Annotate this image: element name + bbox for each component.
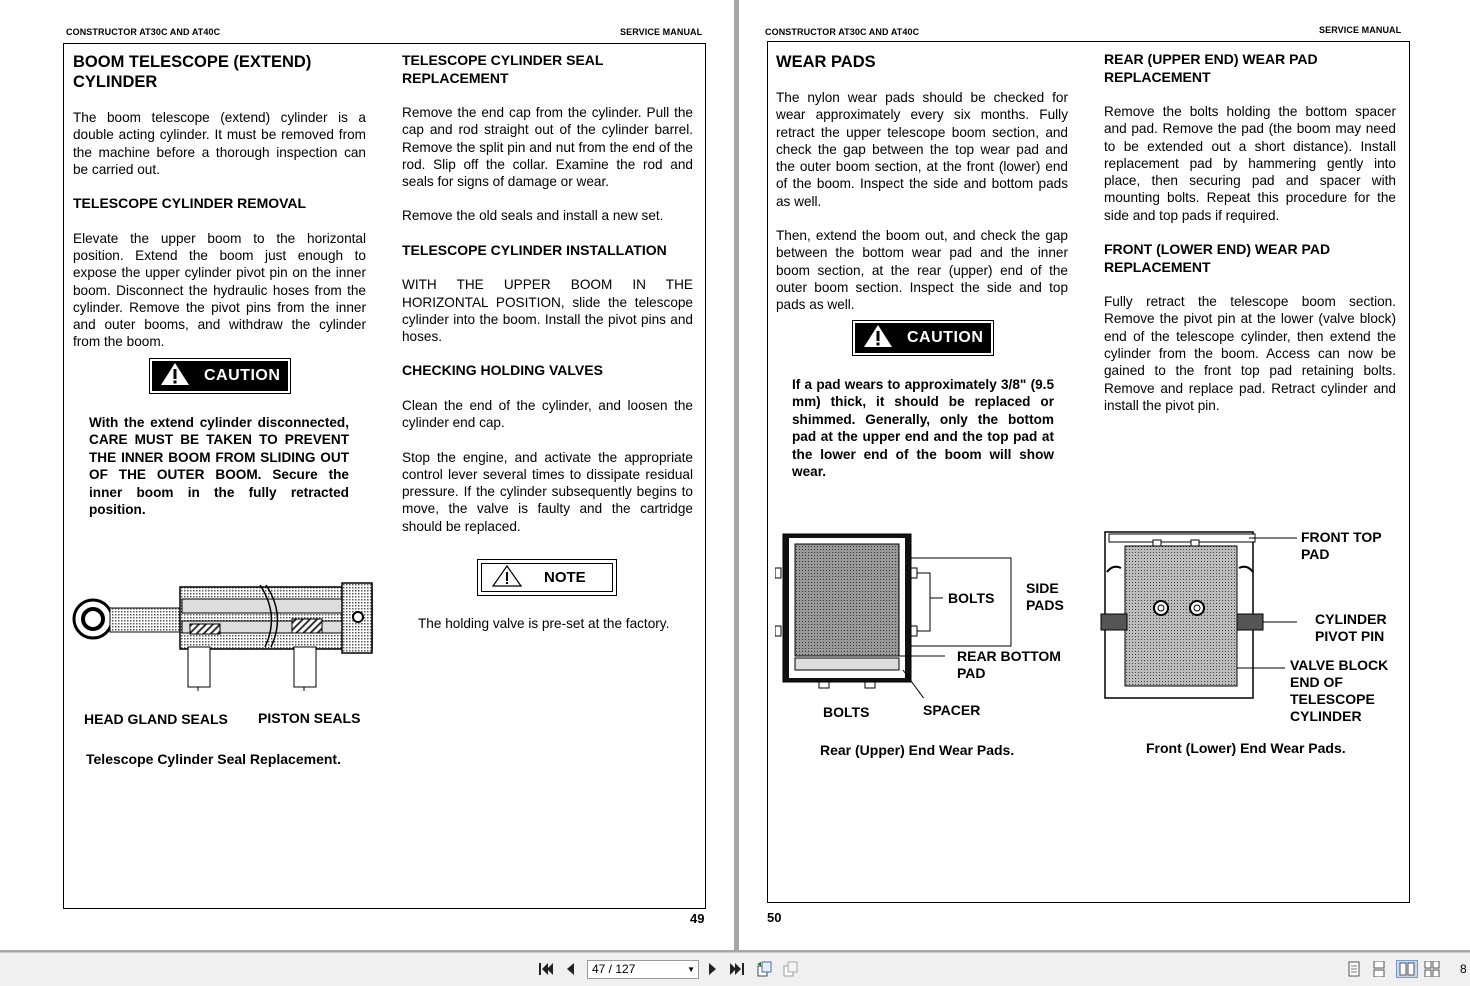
intro-paragraph: The boom telescope (extend) cylinder is a double acting cylinder. It must be removed from the machine before a thorough inspection can be carried out. (73, 110, 366, 177)
go-forward-view-icon (782, 961, 798, 977)
note-text (418, 615, 680, 649)
figure-caption: Telescope Cylinder Seal Replacement. (86, 751, 341, 767)
zoom-level-text[interactable]: 8 (1460, 962, 1467, 976)
last-page-icon (729, 962, 745, 976)
page-number-input[interactable] (587, 960, 699, 979)
caution-text (792, 376, 1054, 497)
label-bolts-bottom: BOLTS (823, 704, 870, 720)
caution-label: CAUTION (204, 367, 281, 384)
rear-paragraph: Remove the bolts holding the bottom spacer and pad. Remove the pad (the boom may need to be extended out a short distance). Install replacement pad by hammering gently into place, then securing pad and spacer with mounting bolts. Repeat this procedure for the side and top pads if required. (1104, 104, 1396, 223)
caution-text (89, 414, 349, 535)
continuous-page-icon (1372, 961, 1386, 977)
right-column (402, 52, 693, 552)
seal-heading: TELESCOPE CYLINDER SEAL REPLACEMENT (402, 52, 604, 86)
last-page-button[interactable] (729, 961, 745, 977)
figure-caption-front: Front (Lower) End Wear Pads. (1146, 740, 1346, 756)
continuous-facing-icon (1424, 961, 1440, 977)
front-heading: FRONT (LOWER END) WEAR PAD REPLACEMENT (1104, 241, 1331, 275)
rotate-button[interactable] (756, 961, 772, 977)
caution-sign (149, 358, 291, 394)
intro-paragraph-2: Then, extend the boom out, and check the gap between the bottom wear pad and the inner boom section, at the rear (upper) end of the outer boom section. Inspect the side and top pads as well. (776, 228, 1068, 313)
first-page-button[interactable] (538, 961, 554, 977)
caution-paragraph: If a pad wears to approximately 3/8" (9.5 mm) thick, it should be replaced or shimmed. Generally, only the bottom pad at the upper end and the top pad at the lower end of the boom will show wear. (792, 377, 1054, 480)
forward-view-button[interactable] (782, 961, 798, 977)
facing-view-button[interactable] (1396, 960, 1418, 978)
warning-triangle-icon (160, 362, 190, 391)
intro-paragraph: The nylon wear pads should be checked for wear approximately every six months. Fully retract the upper telescope boom section, and check the gap between the top wear pad and the outer boom section, at the front (lower) end of the boom. Inspect the side and bottom pads as well. (776, 90, 1068, 209)
caution-paragraph: With the extend cylinder disconnected, CARE MUST BE TAKEN TO PREVENT THE INNER BOOM FROM SLIDING OUT OF THE OUTER BOOM. Secure the inner boom in the fully retracted position. (89, 415, 349, 518)
seal-paragraph-2: Remove the old seals and install a new set. (402, 208, 664, 224)
single-page-icon (1347, 961, 1361, 977)
figure-caption-rear: Rear (Upper) End Wear Pads. (820, 742, 1015, 758)
rear-heading: REAR (UPPER END) WEAR PAD REPLACEMENT (1104, 51, 1318, 85)
page-number: 49 (690, 911, 705, 926)
previous-page-icon (564, 962, 576, 976)
label-head-gland-seals: HEAD GLAND SEALS (84, 711, 228, 727)
valves-paragraph-2: Stop the engine, and activate the appropriate control lever several times to dissipate residual pressure. If the cylinder subsequently begins to move, the valve is faulty and the cartridge should be replaced. (402, 449, 693, 534)
page-49 (0, 0, 734, 950)
section-title: WEAR PADS (776, 53, 876, 71)
warning-triangle-icon (492, 565, 522, 591)
install-heading: TELESCOPE CYLINDER INSTALLATION (402, 241, 667, 258)
left-column (776, 52, 1068, 331)
label-cylinder-pivot-pin: CYLINDER PIVOT PIN (1315, 611, 1387, 644)
go-back-view-icon (756, 961, 772, 977)
label-side-pads: SIDE PADS (1026, 580, 1064, 613)
label-valve-block: VALVE BLOCK END OF TELESCOPE CYLINDER (1290, 657, 1389, 724)
section-title: BOOM TELESCOPE (EXTEND) CYLINDER (73, 53, 312, 91)
warning-triangle-icon (863, 324, 893, 353)
next-page-button[interactable] (705, 961, 721, 977)
page-number: 50 (767, 910, 782, 925)
front-wear-pads-diagram (1099, 528, 1299, 700)
page-indicator-text: 47 / 127 (592, 962, 636, 976)
valves-heading: CHECKING HOLDING VALVES (402, 362, 603, 379)
previous-page-button[interactable] (562, 961, 578, 977)
single-page-view-button[interactable] (1346, 961, 1362, 977)
header-right: SERVICE MANUAL (620, 27, 703, 37)
header-left: CONSTRUCTOR AT30C AND AT40C (66, 27, 221, 37)
right-column (1104, 51, 1396, 431)
note-label: NOTE (544, 569, 586, 586)
caution-sign (852, 320, 994, 356)
dropdown-arrow-icon[interactable]: ▼ (687, 965, 695, 974)
header-left: CONSTRUCTOR AT30C AND AT40C (765, 27, 920, 37)
next-page-icon (707, 962, 719, 976)
front-paragraph: Fully retract the telescope boom section. Remove the pivot pin at the lower (valve block) end of the telescope cylinder, then extend the cylinder from the boom. Access can now be gained to the front top pad retaining bolts. Remove and replace pad. Retract cylinder and install the pivot pin. (1104, 294, 1396, 413)
note-paragraph: The holding valve is pre-set at the factory. (418, 616, 670, 631)
label-rear-bottom-pad: REAR BOTTOM PAD (957, 648, 1061, 681)
label-piston-seals: PISTON SEALS (258, 710, 361, 726)
label-front-top-pad: FRONT TOP PAD (1301, 529, 1382, 562)
note-sign (477, 559, 617, 596)
seal-paragraph: Remove the end cap from the cylinder. Pull the cap and rod straight out of the cylinder barrel. Remove the split pin and nut from the end of the rod. Slip off the collar. Examine the rod and seals for signs of damage or wear. (402, 105, 693, 190)
first-page-icon (538, 962, 554, 976)
navigation-toolbar (0, 952, 1470, 986)
label-spacer: SPACER (923, 702, 981, 718)
page-50 (739, 0, 1470, 950)
header-right: SERVICE MANUAL (1319, 25, 1402, 35)
left-column (73, 52, 366, 368)
facing-pages-icon (1399, 962, 1415, 976)
continuous-view-button[interactable] (1371, 961, 1387, 977)
removal-heading: TELESCOPE CYLINDER REMOVAL (73, 195, 307, 212)
install-paragraph: WITH THE UPPER BOOM IN THE HORIZONTAL POSITION, slide the telescope cylinder into the boom. Install the pivot pins and hoses. (402, 277, 693, 345)
continuous-facing-view-button[interactable] (1424, 961, 1440, 977)
valves-paragraph: Clean the end of the cylinder, and loosen the cylinder end cap. (402, 397, 693, 431)
telescope-cylinder-diagram (70, 575, 376, 695)
caution-label: CAUTION (907, 329, 984, 346)
removal-paragraph: Elevate the upper boom to the horizontal position. Extend the boom just enough to expose the upper cylinder pivot pin on the inner boom. Disconnect the hydraulic hoses from the cylinder. Remove the pivot pins from the inner and outer booms, and withdraw the cylinder from the boom. (73, 230, 366, 350)
label-bolts: BOLTS (948, 590, 995, 606)
